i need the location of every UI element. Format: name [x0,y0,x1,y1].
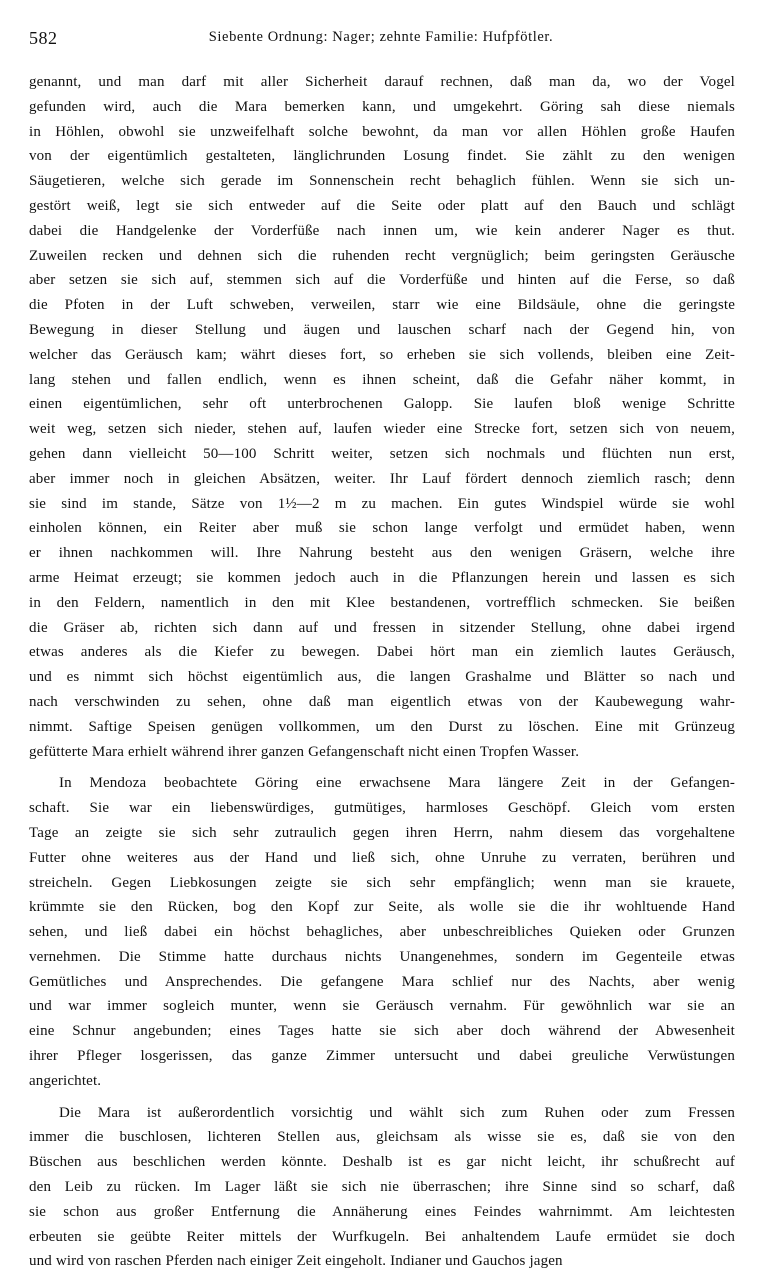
text-line: dabei die Handgelenke der Vorderfüße nach innen um, wie kein anderer Nager es thut. [29,222,735,239]
text-line: gestört weiß, legt sie sich entweder auf die Seite oder platt auf den Bauch und schlägt [29,197,735,214]
text-line: sie schon aus großer Entfernung die Annäherung eines Feindes wahrnimmt. Am leichtesten [29,1203,735,1220]
text-line: genannt, und man darf mit aller Sicherheit darauf rechnen, daß man da, wo der Vogel [29,74,735,90]
text-line: vernehmen. Die Stimme hatte durchaus nichts Unangenehmes, sondern im Gegenteile etwas [29,948,735,965]
text-line: ihrer Pfleger losgerissen, das ganze Zimmer untersucht und dabei greuliche Verwüstungen [29,1048,735,1065]
text-line: und es nimmt sich höchst eigentümlich aus, die langen Grashalme und Blätter so nach und [29,669,735,686]
text-line: und wird von raschen Pferden nach einiger Zeit eingeholt. Indianer und Gauchos jagen [29,1253,563,1270]
running-head: Siebente Ordnung: Nager; zehnte Familie: Hufpfötler. [208,29,554,45]
text-line: streicheln. Gegen Liebkosungen zeigte sie sich sehr empfänglich; wenn man sie krauete, [29,874,735,891]
text-line: die Pfoten in der Luft schweben, verweilen, starr wie eine Bildsäule, ohne die geringste [29,297,735,314]
text-line: Tage an zeigte sie sich sehr zutraulich gegen ihren Herrn, nahm diesem das vorgehaltene [29,824,735,841]
text-line: Die Mara ist außerordentlich vorsichtig und wählt sich zum Ruhen oder zum Fressen [59,1104,735,1121]
paragraph [29,771,735,1093]
text-line: gefunden wird, auch die Mara bemerken kann, und umgekehrt. Göring sah diese niemals [29,98,735,115]
text-line: etwas anderes als die Kiefer zu bewegen. Dabei hört man ein ziemlich lautes Geräusch, [29,644,735,661]
text-line: weit weg, setzen sich nieder, stehen auf, laufen wieder eine Strecke fort, setzen sich von neuem, [29,421,735,438]
body-text [29,70,735,1274]
text-line: gefütterte Mara erhielt während ihrer ganzen Gefangenschaft nicht einen Tropfen Wasser. [29,743,580,760]
text-line: Büschen aus beschlichen werden könnte. Deshalb ist es gar nicht leicht, ihr schußrecht auf [29,1154,735,1171]
text-line: nimmt. Saftige Speisen genügen vollkommen, um den Durst zu löschen. Eine mit Grünzeug [29,718,735,735]
text-line: sehen, und ließ dabei ein höchst behagliches, aber unbeschreibliches Quieken oder Grunzen [29,924,735,941]
text-line: angerichtet. [29,1072,102,1089]
paragraph-spacer [29,1094,735,1101]
text-line: Säugetieren, welche sich gerade im Sonnenschein recht behaglich fühlen. Wenn sie sich un- [29,173,735,190]
text-line: sie sind im stande, Sätze von 1½—2 m zu machen. Ein gutes Windspiel würde sie wohl [29,495,735,512]
paragraph-spacer [29,764,735,771]
text-line: aber immer noch in gleichen Absätzen, weiter. Ihr Lauf fördert dennoch ziemlich rasch; denn [29,470,735,487]
text-line: erbeuten sie geübte Reiter mittels der Wurfkugeln. Bei anhaltendem Laufe ermüdet sie doch [29,1228,735,1245]
text-line: einholen können, ein Reiter aber muß sie schon lange verfolgt und ermüdet haben, wenn [29,520,735,537]
text-line: und war immer sogleich munter, wenn sie Geräusch vernahm. Für gewöhnlich war sie an [29,998,735,1015]
text-line: die Gräser ab, richten sich dann auf und fressen in sitzender Stellung, ohne dabei irgend [29,619,735,636]
text-line: schaft. Sie war ein liebenswürdiges, gutmütiges, harmloses Geschöpf. Gleich vom ersten [29,800,735,817]
text-line: Zuweilen recken und dehnen sich die ruhenden recht vergnüglich; beim geringsten Geräusche [29,247,735,264]
text-line: immer die buschlosen, lichteren Stellen aus, gleichsam als wisse sie es, daß sie von den [29,1129,735,1146]
text-line: arme Heimat erzeugt; sie kommen jedoch auch in die Pflanzungen herein und lassen es sich [29,569,735,586]
text-line: einen eigentümlichen, sehr oft unterbrochenen Galopp. Sie laufen bloß wenige Schritte [29,396,735,413]
text-line: von der eigentümlich gestalteten, länglichrunden Losung findet. Sie zählt zu den wenigen [29,148,735,165]
paragraph [29,70,735,764]
text-line: welcher das Geräusch kam; währt dieses fort, so erheben sie sich vollends, bleiben eine Zeit- [29,346,735,363]
text-line: krümmte sie den Rücken, bog den Kopf zur Seite, als wolle sie die ihr wohltuende Hand [29,899,735,916]
text-line: in den Feldern, namentlich in den mit Klee bestandenen, vortrefflich schmecken. Sie beißen [29,594,735,611]
paragraph [29,1101,735,1274]
text-line: Bewegung in dieser Stellung und äugen und lauschen scharf nach der Gegend hin, von [29,321,735,338]
text-line: nach verschwinden zu sehen, ohne daß man eigentlich etwas von der Kaubewegung wahr- [29,693,735,710]
text-line: Gemütliches und Ansprechendes. Die gefangene Mara schlief nur des Nachts, aber wenig [29,973,735,990]
text-line: gehen dann vielleicht 50—100 Schritt weiter, setzen sich nochmals und flüchten nun erst, [29,445,735,462]
page-number: 582 [29,28,58,48]
text-line: in Höhlen, obwohl sie unzweifelhaft solche bewohnt, da man vor allen Höhlen große Haufen [29,123,735,140]
text-line: er ihnen nachkommen will. Ihre Nahrung besteht aus den wenigen Gräsern, welche ihre [29,545,735,562]
page-header [29,28,733,54]
text-line: lang stehen und fallen endlich, wenn es ihnen scheint, daß die Gefahr näher kommt, in [29,371,735,388]
text-line: In Mendoza beobachtete Göring eine erwachsene Mara längere Zeit in der Gefangen- [59,775,735,792]
text-line: aber setzen sie sich auf, stemmen sich auf die Vorderfüße und hinten auf die Ferse, so daß [29,272,735,289]
text-line: eine Schnur angebunden; eines Tages hatte sie sich aber doch während der Abwesenheit [29,1023,735,1040]
text-line: den Leib zu rücken. Im Lager läßt sie sich nie überraschen; ihre Sinne sind so scharf, daß [29,1179,735,1196]
text-line: Futter ohne weiteres aus der Hand und ließ sich, ohne Unruhe zu verraten, berühren und [29,849,735,866]
